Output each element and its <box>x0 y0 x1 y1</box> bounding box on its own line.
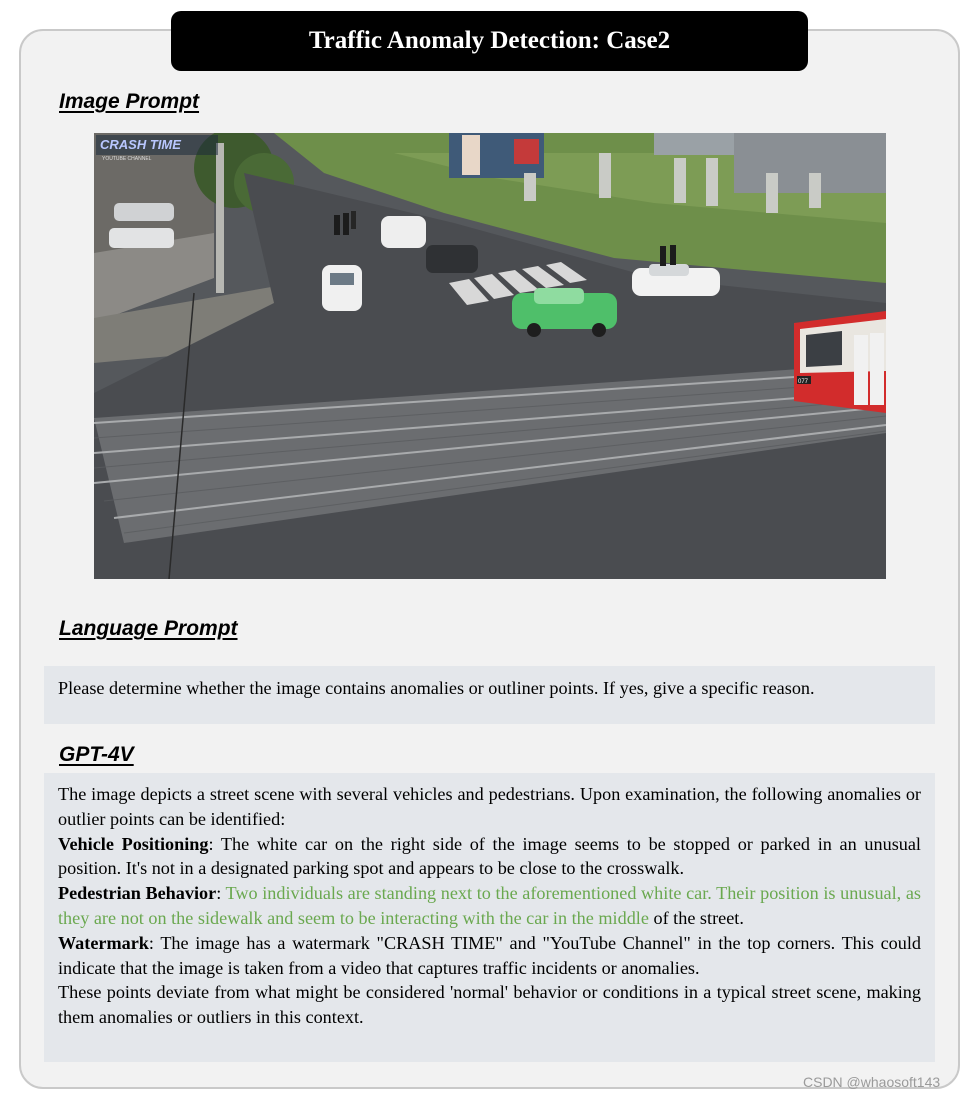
gpt4v-response-box <box>44 773 935 1062</box>
tram-number-label: 077 <box>798 379 809 385</box>
photo-watermark-main: CRASH TIME <box>100 137 181 152</box>
gpt4v-intro: The image depicts a street scene with several vehicles and pedestrians. Upon examination, the following anomalies or outlier points can be identified: <box>58 784 921 829</box>
case-title <box>171 11 808 71</box>
traffic-photo <box>94 133 886 579</box>
pedestrian-behavior-label: Pedestrian Behavior <box>58 883 217 904</box>
gpt4v-watermark-paragraph <box>58 931 921 981</box>
pedestrian-behavior-colon: : <box>216 883 226 904</box>
language-prompt-text: Please determine whether the image contains anomalies or outliner points. If yes, give a specific reason. <box>58 678 815 698</box>
photo-watermark-sub: YOUTUBE CHANNEL <box>102 156 152 162</box>
language-prompt-box <box>44 666 935 724</box>
vehicle-positioning-text: : The white car on the right side of the image seems to be stopped or parked in an unusual position. It's not in a designated parking spot and appears to be close to the crosswalk. <box>58 833 921 879</box>
image-prompt-heading: Image Prompt <box>59 90 200 113</box>
csdn-credit: CSDN @whaosoft143 <box>803 1074 941 1090</box>
vehicle-positioning-label: Vehicle Positioning <box>58 833 209 854</box>
watermark-text: : The image has a watermark "CRASH TIME" and "YouTube Channel" in the top corners. This could indicate that the image is taken from a video that captures traffic incidents or anomalies. <box>58 932 921 978</box>
watermark-label: Watermark <box>58 932 149 953</box>
gpt4v-pedestrian-paragraph <box>58 881 921 931</box>
gpt4v-conclusion: These points deviate from what might be considered 'normal' behavior or conditions in a typical street scene, making them anomalies or outliers in this context. <box>58 982 921 1028</box>
pedestrian-behavior-highlight: Two individuals are standing next to the aforementioned white car. Their position is unusual, as they are not on the sidewalk and seem to be interacting with the car in the middle <box>58 883 921 928</box>
case-title-text: Traffic Anomaly Detection: Case2 <box>308 27 671 54</box>
pedestrian-behavior-tail: of the street. <box>648 907 744 928</box>
gpt4v-heading: GPT-4V <box>59 743 134 766</box>
language-prompt-heading: Language Prompt <box>59 617 238 640</box>
gpt4v-vehicle-paragraph <box>58 832 921 882</box>
